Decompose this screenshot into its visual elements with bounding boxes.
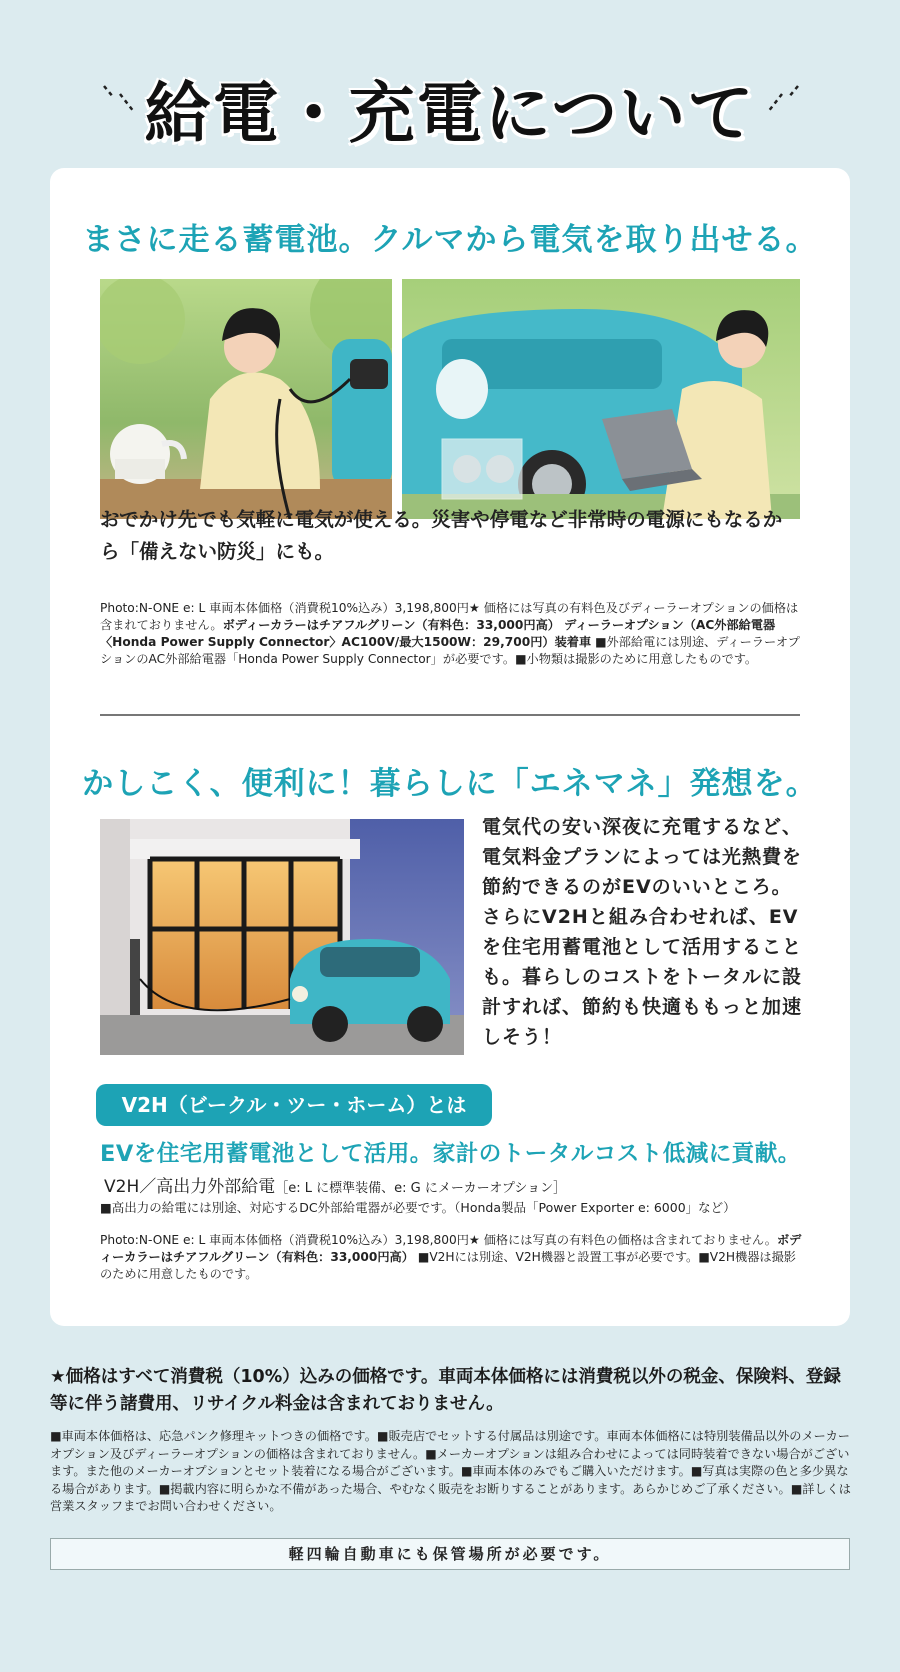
section2-subheading: EVを住宅用蓄電池として活用。家計のトータルコスト低減に貢献。 (100, 1141, 801, 1167)
v2h-feature-tag: ［e: L に標準装備、e: G にメーカーオプション］ (275, 1181, 567, 1196)
footer-parking-notice: 軽四輪自動車にも保管場所が必要です。 (50, 1538, 850, 1570)
section1-disclaimer-bold: ボディーカラーはチアフルグリーン（有料色：33,000円高） ディーラーオプション（AC外部給電器〈Honda Power Supply Connector〉AC100V/最大1500W：29,700円）装着車 (100, 618, 776, 649)
footer-disclaimer: ■車両本体価格は、応急パンク修理キットつきの価格です。■販売店でセットする付属品は別途です。車両本体価格には特別装備品以外のメーカーオプション及びディーラーオプションの価格は含まれておりません。■メーカーオプションは組み合わせによっては同時装着できない場合がございます。また他のメーカーオプションとセット装着になる場合がございます。■車両本体のみでもご購入いただけます。■写真は実際の色と多少異なる場合があります。■掲載内容に明らかな不備があった場合、やむなく販売をお断りすることがあります。あらかじめご了承ください。■詳しくは営業スタッフまでお問い合わせください。 (50, 1429, 851, 1513)
section1-disclaimer-part2: ■外部給電には別途、ディーラーオプションのAC外部給電器「Honda Power Supply Connector」が必要です。■小物類は撮影のために用意したものです。 (100, 635, 800, 666)
v2h-definition-label: V2H（ビークル・ツー・ホーム）とは (96, 1084, 492, 1126)
page-header (0, 52, 900, 162)
photo-woman-with-power-cable (100, 279, 392, 519)
section2-disclaimer-part1: Photo:N-ONE e: L 車両本体価格（消費税10%込み）3,198,800円★ 価格には写真の有料色の価格は含まれておりません。 (100, 1233, 777, 1247)
section2-disclaimer (100, 1232, 805, 1283)
v2h-feature-line (104, 1172, 804, 1197)
section2-body-text: 電気代の安い深夜に充電するなど、電気料金プランによっては光熱費を節約できるのがEVのいいところ。さらにV2Hと組み合わせれば、EVを住宅用蓄電池として活用することも。暮らしのコストをトータルに設計すれば、節約も快適ももっと加速しそう！ (482, 816, 803, 1048)
section1-lead-text: おでかけ先でも気軽に電気が使える。災害や停電など非常時の電源にもなるから「備えない防災」にも。 (100, 508, 783, 563)
photo-house-with-ev-charging (100, 819, 464, 1055)
section1-disclaimer-part1: Photo:N-ONE e: L 車両本体価格（消費税10%込み）3,198,800円★ 価格には写真の有料色及びディーラーオプションの価格は含まれておりません。 (100, 601, 799, 632)
footer-price-note: ★価格はすべて消費税（10%）込みの価格です。車両本体価格には消費税以外の税金、保険料、登録等に伴う諸費用、リサイクル料金は含まれておりません。 (50, 1367, 841, 1414)
content-card (50, 168, 850, 1326)
photo-woman-with-laptop-and-car (402, 279, 800, 519)
section1-heading: まさに走る蓄電池。クルマから電気を取り出せる。 (82, 222, 818, 258)
section2-disclaimer-part2: ■V2Hには別途、V2H機器と設置工事が必要です。■V2H機器は撮影のために用意したものです。 (100, 1250, 796, 1281)
section1-disclaimer (100, 600, 805, 668)
v2h-feature-name: V2H／高出力外部給電 (104, 1177, 276, 1197)
v2h-feature-note: ■高出力の給電には別途、対応するDC外部給電器が必要です。（Honda製品「Power Exporter e: 6000」など） (100, 1200, 736, 1215)
section2-disclaimer-bold: ボディーカラーはチアフルグリーン（有料色：33,000円高） (100, 1233, 802, 1264)
section2-heading: かしこく、便利に！暮らしに「エネマネ」発想を。 (82, 766, 818, 802)
decorative-slash-right-icon (762, 82, 802, 118)
page-title: 給電・充電について (144, 75, 756, 152)
section-divider (100, 714, 800, 716)
